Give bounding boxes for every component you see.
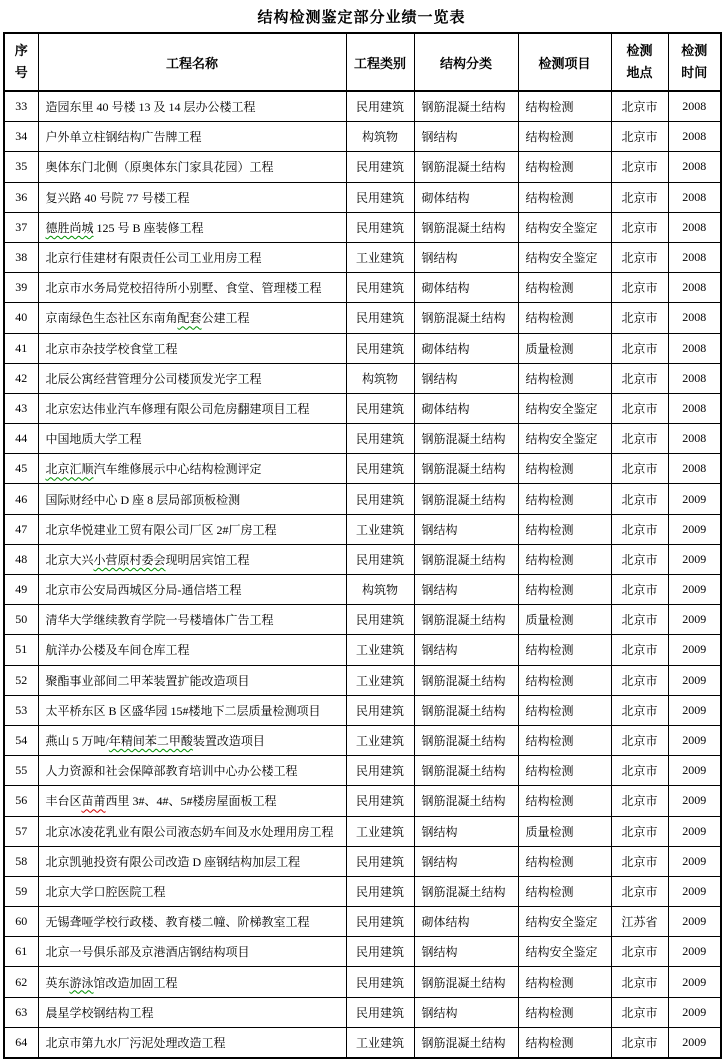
cell-location: 北京市 <box>611 635 668 665</box>
cell-project-type: 工业建筑 <box>346 635 414 665</box>
cell-project-type: 民用建筑 <box>346 967 414 997</box>
cell-inspection-item: 结构检测 <box>518 695 611 725</box>
cell-year: 2009 <box>668 816 721 846</box>
cell-project-name: 北京冰凌花乳业有限公司液态奶车间及水处理用房工程 <box>38 816 346 846</box>
cell-project-name: 英东游泳馆改造加固工程 <box>38 967 346 997</box>
spellcheck-underline: 北京汇顺 <box>45 462 94 477</box>
cell-location: 北京市 <box>611 695 668 725</box>
cell-location: 北京市 <box>611 363 668 393</box>
cell-serial: 52 <box>4 665 38 695</box>
cell-location: 北京市 <box>611 816 668 846</box>
cell-serial: 64 <box>4 1027 38 1058</box>
table-row <box>4 997 721 1027</box>
cell-inspection-item: 结构检测 <box>518 454 611 484</box>
cell-project-type: 构筑物 <box>346 122 414 152</box>
cell-project-name: 清华大学继续教育学院一号楼墙体广告工程 <box>38 605 346 635</box>
header-project-name: 工程名称 <box>38 33 346 91</box>
cell-serial: 50 <box>4 605 38 635</box>
cell-structure-type: 钢筋混凝土结构 <box>414 152 518 182</box>
cell-project-name: 北京市杂技学校食堂工程 <box>38 333 346 363</box>
cell-project-type: 民用建筑 <box>346 846 414 876</box>
cell-structure-type: 砌体结构 <box>414 333 518 363</box>
cell-project-type: 民用建筑 <box>346 876 414 906</box>
cell-year: 2009 <box>668 635 721 665</box>
cell-location: 北京市 <box>611 333 668 363</box>
table-row <box>4 122 721 152</box>
cell-project-name: 北京华悦建业工贸有限公司厂区 2#厂房工程 <box>38 514 346 544</box>
table-row <box>4 786 721 816</box>
cell-structure-type: 钢结构 <box>414 242 518 272</box>
cell-year: 2009 <box>668 907 721 937</box>
cell-structure-type: 钢筋混凝土结构 <box>414 967 518 997</box>
table-row <box>4 695 721 725</box>
cell-project-name: 丰台区苗莆西里 3#、4#、5#楼房屋面板工程 <box>38 786 346 816</box>
cell-serial: 63 <box>4 997 38 1027</box>
cell-structure-type: 钢筋混凝土结构 <box>414 786 518 816</box>
cell-inspection-item: 结构检测 <box>518 182 611 212</box>
cell-project-name: 燕山 5 万吨/年精间苯二甲酸装置改造项目 <box>38 725 346 755</box>
cell-project-name: 奥体东门北侧（原奥体东门家具花园）工程 <box>38 152 346 182</box>
spellcheck-underline: 德胜尚城 <box>45 220 94 235</box>
table-row <box>4 303 721 333</box>
cell-year: 2009 <box>668 725 721 755</box>
table-row <box>4 514 721 544</box>
cell-project-name: 造园东里 40 号楼 13 及 14 层办公楼工程 <box>38 91 346 122</box>
cell-inspection-item: 结构检测 <box>518 152 611 182</box>
cell-structure-type: 钢结构 <box>414 846 518 876</box>
cell-project-type: 民用建筑 <box>346 333 414 363</box>
cell-project-type: 民用建筑 <box>346 303 414 333</box>
cell-serial: 49 <box>4 575 38 605</box>
cell-location: 北京市 <box>611 1027 668 1058</box>
cell-location: 北京市 <box>611 786 668 816</box>
cell-serial: 53 <box>4 695 38 725</box>
cell-project-name: 无锡聋哑学校行政楼、教育楼二幢、阶梯教室工程 <box>38 907 346 937</box>
cell-serial: 61 <box>4 937 38 967</box>
cell-project-type: 民用建筑 <box>346 393 414 423</box>
table-row <box>4 876 721 906</box>
cell-inspection-item: 结构检测 <box>518 363 611 393</box>
cell-project-type: 民用建筑 <box>346 605 414 635</box>
cell-location: 北京市 <box>611 514 668 544</box>
table-row <box>4 212 721 242</box>
cell-project-type: 民用建筑 <box>346 756 414 786</box>
cell-inspection-item: 质量检测 <box>518 333 611 363</box>
cell-year: 2008 <box>668 363 721 393</box>
cell-location: 北京市 <box>611 273 668 303</box>
cell-project-type: 民用建筑 <box>346 182 414 212</box>
cell-serial: 62 <box>4 967 38 997</box>
cell-project-name: 北京宏达伟业汽车修理有限公司危房翻建项目工程 <box>38 393 346 423</box>
cell-location: 北京市 <box>611 454 668 484</box>
cell-inspection-item: 结构检测 <box>518 997 611 1027</box>
cell-project-type: 民用建筑 <box>346 544 414 574</box>
cell-structure-type: 钢结构 <box>414 816 518 846</box>
cell-year: 2008 <box>668 152 721 182</box>
cell-location: 北京市 <box>611 122 668 152</box>
table-row <box>4 544 721 574</box>
cell-structure-type: 钢筋混凝土结构 <box>414 1027 518 1058</box>
cell-inspection-item: 结构检测 <box>518 484 611 514</box>
cell-location: 北京市 <box>611 967 668 997</box>
cell-structure-type: 钢结构 <box>414 363 518 393</box>
cell-year: 2008 <box>668 333 721 363</box>
cell-location: 北京市 <box>611 303 668 333</box>
cell-project-type: 民用建筑 <box>346 424 414 454</box>
cell-structure-type: 钢结构 <box>414 122 518 152</box>
cell-structure-type: 砌体结构 <box>414 907 518 937</box>
cell-inspection-item: 结构安全鉴定 <box>518 212 611 242</box>
cell-inspection-item: 结构安全鉴定 <box>518 937 611 967</box>
cell-project-type: 工业建筑 <box>346 816 414 846</box>
cell-serial: 47 <box>4 514 38 544</box>
cell-year: 2009 <box>668 937 721 967</box>
cell-serial: 40 <box>4 303 38 333</box>
cell-year: 2008 <box>668 212 721 242</box>
table-row <box>4 665 721 695</box>
cell-serial: 33 <box>4 91 38 122</box>
cell-inspection-item: 结构检测 <box>518 786 611 816</box>
cell-year: 2008 <box>668 273 721 303</box>
cell-year: 2008 <box>668 393 721 423</box>
cell-project-type: 民用建筑 <box>346 484 414 514</box>
cell-serial: 59 <box>4 876 38 906</box>
cell-location: 北京市 <box>611 424 668 454</box>
spellcheck-underline: 游泳 <box>69 975 94 990</box>
cell-location: 北京市 <box>611 242 668 272</box>
header-project-type: 工程类别 <box>346 33 414 91</box>
cell-inspection-item: 结构检测 <box>518 91 611 122</box>
cell-serial: 35 <box>4 152 38 182</box>
table-row <box>4 484 721 514</box>
cell-year: 2009 <box>668 695 721 725</box>
cell-structure-type: 钢筋混凝土结构 <box>414 303 518 333</box>
header-inspection-item: 检测项目 <box>518 33 611 91</box>
cell-inspection-item: 结构检测 <box>518 846 611 876</box>
cell-location: 北京市 <box>611 544 668 574</box>
cell-structure-type: 钢筋混凝土结构 <box>414 454 518 484</box>
cell-location: 江苏省 <box>611 907 668 937</box>
cell-project-type: 工业建筑 <box>346 665 414 695</box>
cell-inspection-item: 质量检测 <box>518 605 611 635</box>
table-row <box>4 635 721 665</box>
cell-serial: 38 <box>4 242 38 272</box>
cell-serial: 45 <box>4 454 38 484</box>
cell-structure-type: 砌体结构 <box>414 182 518 212</box>
cell-project-name: 京南绿色生态社区东南角配套公建工程 <box>38 303 346 333</box>
cell-project-name: 中国地质大学工程 <box>38 424 346 454</box>
cell-project-type: 民用建筑 <box>346 907 414 937</box>
header-serial: 序号 <box>4 33 38 91</box>
cell-year: 2008 <box>668 91 721 122</box>
page-title: 结构检测鉴定部分业绩一览表 <box>257 9 466 26</box>
cell-year: 2009 <box>668 665 721 695</box>
cell-project-type: 构筑物 <box>346 575 414 605</box>
cell-serial: 37 <box>4 212 38 242</box>
table-row <box>4 907 721 937</box>
cell-project-type: 民用建筑 <box>346 273 414 303</box>
table-row <box>4 152 721 182</box>
cell-location: 北京市 <box>611 846 668 876</box>
cell-project-name: 国际财经中心 D 座 8 层局部顶板检测 <box>38 484 346 514</box>
cell-inspection-item: 结构检测 <box>518 122 611 152</box>
cell-structure-type: 砌体结构 <box>414 393 518 423</box>
cell-structure-type: 钢筋混凝土结构 <box>414 695 518 725</box>
cell-structure-type: 钢筋混凝土结构 <box>414 725 518 755</box>
header-year: 检测时间 <box>668 33 721 91</box>
cell-serial: 48 <box>4 544 38 574</box>
header-structure-type: 结构分类 <box>414 33 518 91</box>
cell-location: 北京市 <box>611 665 668 695</box>
cell-inspection-item: 结构安全鉴定 <box>518 424 611 454</box>
cell-location: 北京市 <box>611 937 668 967</box>
table-row <box>4 605 721 635</box>
cell-serial: 55 <box>4 756 38 786</box>
cell-year: 2009 <box>668 756 721 786</box>
cell-project-name: 北京凯驰投资有限公司改造 D 座钢结构加层工程 <box>38 846 346 876</box>
table-row <box>4 816 721 846</box>
cell-year: 2008 <box>668 182 721 212</box>
cell-year: 2008 <box>668 303 721 333</box>
cell-structure-type: 钢结构 <box>414 575 518 605</box>
cell-project-name: 北京大学口腔医院工程 <box>38 876 346 906</box>
cell-project-name: 晨星学校钢结构工程 <box>38 997 346 1027</box>
cell-project-name: 北京一号俱乐部及京港酒店钢结构项目 <box>38 937 346 967</box>
table-row <box>4 1027 721 1058</box>
cell-project-name: 复兴路 40 号院 77 号楼工程 <box>38 182 346 212</box>
cell-project-name: 北京汇顺汽车维修展示中心结构检测评定 <box>38 454 346 484</box>
cell-year: 2009 <box>668 967 721 997</box>
cell-serial: 56 <box>4 786 38 816</box>
cell-location: 北京市 <box>611 484 668 514</box>
cell-structure-type: 钢筋混凝土结构 <box>414 544 518 574</box>
cell-year: 2009 <box>668 514 721 544</box>
cell-year: 2009 <box>668 997 721 1027</box>
cell-structure-type: 钢筋混凝土结构 <box>414 605 518 635</box>
cell-year: 2008 <box>668 122 721 152</box>
cell-year: 2009 <box>668 786 721 816</box>
cell-inspection-item: 结构检测 <box>518 575 611 605</box>
cell-structure-type: 钢结构 <box>414 635 518 665</box>
table-row <box>4 575 721 605</box>
table-row <box>4 393 721 423</box>
cell-structure-type: 钢筋混凝土结构 <box>414 484 518 514</box>
cell-project-type: 民用建筑 <box>346 786 414 816</box>
cell-structure-type: 钢结构 <box>414 997 518 1027</box>
cell-year: 2009 <box>668 575 721 605</box>
header-row <box>4 33 721 91</box>
cell-inspection-item: 结构检测 <box>518 635 611 665</box>
cell-inspection-item: 结构安全鉴定 <box>518 242 611 272</box>
cell-project-type: 工业建筑 <box>346 725 414 755</box>
cell-serial: 51 <box>4 635 38 665</box>
cell-location: 北京市 <box>611 756 668 786</box>
cell-inspection-item: 结构安全鉴定 <box>518 907 611 937</box>
cell-inspection-item: 结构检测 <box>518 544 611 574</box>
cell-location: 北京市 <box>611 182 668 212</box>
cell-project-type: 民用建筑 <box>346 152 414 182</box>
cell-project-name: 北京大兴小营原村委会现明居宾馆工程 <box>38 544 346 574</box>
cell-inspection-item: 质量检测 <box>518 816 611 846</box>
table-row <box>4 424 721 454</box>
table-row <box>4 182 721 212</box>
cell-project-name: 人力资源和社会保障部教育培训中心办公楼工程 <box>38 756 346 786</box>
table-row <box>4 273 721 303</box>
cell-project-type: 民用建筑 <box>346 454 414 484</box>
cell-inspection-item: 结构检测 <box>518 967 611 997</box>
cell-location: 北京市 <box>611 575 668 605</box>
cell-structure-type: 钢结构 <box>414 937 518 967</box>
cell-location: 北京市 <box>611 997 668 1027</box>
cell-location: 北京市 <box>611 212 668 242</box>
cell-year: 2009 <box>668 484 721 514</box>
cell-project-name: 德胜尚城 125 号 B 座装修工程 <box>38 212 346 242</box>
spellcheck-underline: 小营原村委会 <box>93 552 166 567</box>
cell-project-type: 工业建筑 <box>346 514 414 544</box>
cell-project-type: 工业建筑 <box>346 1027 414 1058</box>
cell-year: 2009 <box>668 876 721 906</box>
cell-location: 北京市 <box>611 605 668 635</box>
cell-inspection-item: 结构检测 <box>518 756 611 786</box>
cell-project-name: 太平桥东区 B 区盛华园 15#楼地下二层质量检测项目 <box>38 695 346 725</box>
cell-serial: 44 <box>4 424 38 454</box>
cell-year: 2009 <box>668 1027 721 1058</box>
cell-location: 北京市 <box>611 152 668 182</box>
table-row <box>4 967 721 997</box>
cell-serial: 60 <box>4 907 38 937</box>
cell-inspection-item: 结构检测 <box>518 1027 611 1058</box>
cell-year: 2008 <box>668 454 721 484</box>
cell-year: 2008 <box>668 424 721 454</box>
performance-table <box>3 32 722 1059</box>
cell-location: 北京市 <box>611 725 668 755</box>
table-row <box>4 937 721 967</box>
cell-structure-type: 钢筋混凝土结构 <box>414 424 518 454</box>
table-row <box>4 242 721 272</box>
table-row <box>4 363 721 393</box>
cell-year: 2009 <box>668 544 721 574</box>
cell-serial: 41 <box>4 333 38 363</box>
cell-serial: 54 <box>4 725 38 755</box>
cell-project-type: 民用建筑 <box>346 695 414 725</box>
cell-project-name: 户外单立柱钢结构广告牌工程 <box>38 122 346 152</box>
cell-project-type: 民用建筑 <box>346 997 414 1027</box>
table-body <box>4 91 721 1058</box>
table-header <box>4 33 721 91</box>
cell-serial: 57 <box>4 816 38 846</box>
cell-project-name: 北京市公安局西城区分局-通信塔工程 <box>38 575 346 605</box>
cell-location: 北京市 <box>611 91 668 122</box>
cell-project-type: 民用建筑 <box>346 91 414 122</box>
cell-inspection-item: 结构检测 <box>518 665 611 695</box>
cell-year: 2008 <box>668 242 721 272</box>
cell-serial: 46 <box>4 484 38 514</box>
spellcheck-underline: 年精间苯二甲酸 <box>108 734 193 749</box>
cell-inspection-item: 结构检测 <box>518 514 611 544</box>
cell-project-type: 民用建筑 <box>346 212 414 242</box>
table-row <box>4 454 721 484</box>
cell-inspection-item: 结构检测 <box>518 303 611 333</box>
cell-project-type: 工业建筑 <box>346 242 414 272</box>
cell-structure-type: 钢筋混凝土结构 <box>414 91 518 122</box>
cell-project-type: 构筑物 <box>346 363 414 393</box>
cell-structure-type: 砌体结构 <box>414 273 518 303</box>
cell-structure-type: 钢筋混凝土结构 <box>414 212 518 242</box>
cell-structure-type: 钢筋混凝土结构 <box>414 756 518 786</box>
table-row <box>4 333 721 363</box>
cell-project-name: 北京市水务局党校招待所小别墅、食堂、管理楼工程 <box>38 273 346 303</box>
cell-serial: 42 <box>4 363 38 393</box>
table-row <box>4 756 721 786</box>
cell-structure-type: 钢筋混凝土结构 <box>414 665 518 695</box>
cell-serial: 36 <box>4 182 38 212</box>
cell-project-name: 航洋办公楼及车间仓库工程 <box>38 635 346 665</box>
spellcheck-underline: 苗莆 <box>81 794 106 809</box>
spellcheck-underline: 配套 <box>177 311 202 326</box>
cell-serial: 58 <box>4 846 38 876</box>
table-row <box>4 846 721 876</box>
cell-project-name: 北辰公寓经营管理分公司楼顶发光字工程 <box>38 363 346 393</box>
cell-year: 2009 <box>668 846 721 876</box>
cell-location: 北京市 <box>611 393 668 423</box>
cell-structure-type: 钢结构 <box>414 514 518 544</box>
cell-project-name: 聚酯事业部间二甲苯装置扩能改造项目 <box>38 665 346 695</box>
cell-project-type: 民用建筑 <box>346 937 414 967</box>
cell-year: 2009 <box>668 605 721 635</box>
cell-serial: 34 <box>4 122 38 152</box>
cell-inspection-item: 结构检测 <box>518 876 611 906</box>
table-row <box>4 725 721 755</box>
cell-inspection-item: 结构安全鉴定 <box>518 393 611 423</box>
cell-project-name: 北京市第九水厂污泥处理改造工程 <box>38 1027 346 1058</box>
cell-inspection-item: 结构检测 <box>518 725 611 755</box>
cell-serial: 39 <box>4 273 38 303</box>
cell-inspection-item: 结构检测 <box>518 273 611 303</box>
cell-serial: 43 <box>4 393 38 423</box>
cell-location: 北京市 <box>611 876 668 906</box>
cell-structure-type: 钢筋混凝土结构 <box>414 876 518 906</box>
header-location: 检测地点 <box>611 33 668 91</box>
cell-project-name: 北京行佳建材有限责任公司工业用房工程 <box>38 242 346 272</box>
table-row <box>4 91 721 122</box>
